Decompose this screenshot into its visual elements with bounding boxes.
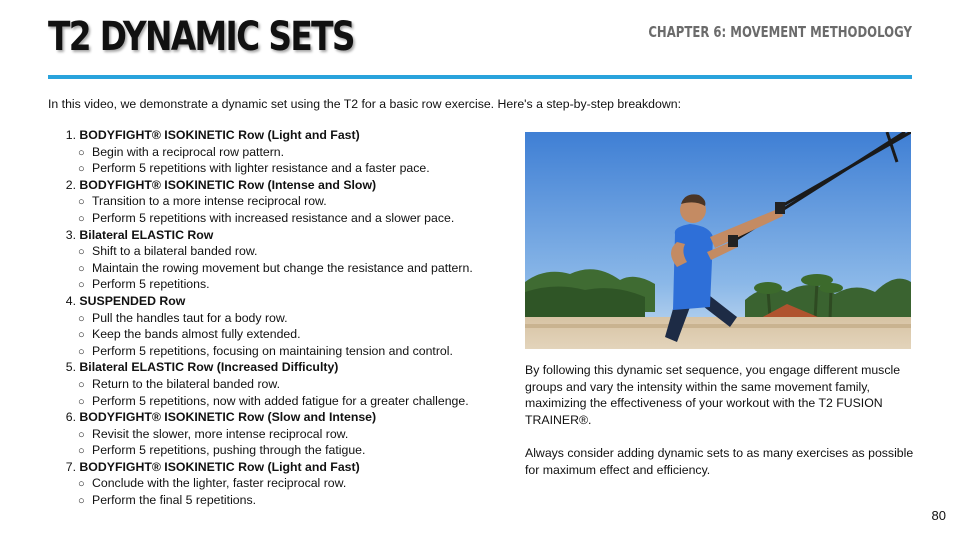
circle-bullet-icon: ○: [78, 146, 85, 159]
step-subitem: [48, 492, 518, 509]
step-subitem: [48, 475, 518, 492]
step-subitem-text: Perform 5 repetitions, focusing on maintaining tension and control.: [92, 343, 453, 358]
summary: [525, 362, 915, 478]
page-number: 80: [931, 508, 946, 523]
step-number: 3.: [65, 227, 76, 242]
step-title-text: BODYFIGHT® ISOKINETIC Row (Slow and Intense): [79, 410, 377, 425]
circle-bullet-icon: ○: [78, 445, 85, 458]
step-subitem-text: Perform 5 repetitions, now with added fatigue for a greater challenge.: [92, 393, 469, 408]
step-subitem: [48, 243, 518, 260]
page-title: T2 DYNAMIC SETS: [48, 14, 354, 60]
step-subitem: [48, 442, 518, 459]
circle-bullet-icon: ○: [78, 345, 85, 358]
step-item: [48, 409, 518, 459]
step-title-text: BODYFIGHT® ISOKINETIC Row (Intense and Slow): [79, 177, 377, 192]
step-subitem-text: Maintain the rowing movement but change the resistance and pattern.: [92, 260, 473, 275]
step-subitem: [48, 160, 518, 177]
step-subitem: [48, 210, 518, 227]
step-subitem: [48, 343, 518, 360]
circle-bullet-icon: ○: [78, 478, 85, 491]
step-title-text: Bilateral ELASTIC Row: [79, 227, 214, 242]
circle-bullet-icon: ○: [78, 262, 85, 275]
step-subitem-text: Perform 5 repetitions with lighter resistance and a faster pace.: [92, 161, 430, 176]
exercise-photo[interactable]: [525, 132, 911, 349]
step-subitem: [48, 393, 518, 410]
step-title: [48, 409, 518, 426]
step-title: [48, 227, 518, 244]
step-number: 5.: [65, 360, 76, 375]
circle-bullet-icon: ○: [78, 395, 85, 408]
step-title-text: BODYFIGHT® ISOKINETIC Row (Light and Fast): [79, 459, 360, 474]
step-number: 7.: [65, 459, 76, 474]
step-number: 4.: [65, 293, 76, 308]
step-title: [48, 293, 518, 310]
step-title: [48, 459, 518, 476]
step-number: 2.: [65, 177, 76, 192]
circle-bullet-icon: ○: [78, 163, 85, 176]
exercise-photo-illustration: [525, 132, 911, 349]
step-subitem: [48, 144, 518, 161]
step-subitem-text: Shift to a bilateral banded row.: [92, 244, 258, 259]
circle-bullet-icon: ○: [78, 212, 85, 225]
step-number: 1.: [65, 128, 76, 142]
step-subitem: [48, 276, 518, 293]
step-item: [48, 127, 518, 177]
step-subitem: [48, 426, 518, 443]
step-subitem-text: Return to the bilateral banded row.: [92, 376, 280, 391]
step-subitem-text: Revisit the slower, more intense reciprocal row.: [92, 426, 349, 441]
circle-bullet-icon: ○: [78, 279, 85, 292]
circle-bullet-icon: ○: [78, 495, 85, 508]
step-item: [48, 227, 518, 293]
step-subitem-text: Transition to a more intense reciprocal row.: [92, 194, 327, 209]
step-subitem-text: Conclude with the lighter, faster reciprocal row.: [92, 476, 347, 491]
step-title-text: BODYFIGHT® ISOKINETIC Row (Light and Fast): [79, 128, 360, 142]
step-subitem-text: Perform the final 5 repetitions.: [92, 493, 257, 508]
intro-text: In this video, we demonstrate a dynamic set using the T2 for a basic row exercise. Here's a step-by-step breakdown:: [48, 97, 681, 111]
step-subitem-text: Perform 5 repetitions, pushing through the fatigue.: [92, 443, 366, 458]
summary-paragraph-2: Always consider adding dynamic sets to as many exercises as possible for maximum effect and efficiency.: [525, 445, 914, 477]
step-item: [48, 177, 518, 227]
circle-bullet-icon: ○: [78, 312, 85, 325]
step-title-text: SUSPENDED Row: [79, 293, 186, 308]
steps-list: [48, 127, 518, 509]
step-subitem-text: Begin with a reciprocal row pattern.: [92, 144, 285, 159]
step-subitem-text: Perform 5 repetitions with increased resistance and a slower pace.: [92, 210, 455, 225]
step-item: [48, 359, 518, 409]
step-subitem-text: Pull the handles taut for a body row.: [92, 310, 288, 325]
step-title: [48, 359, 518, 376]
chapter-label: CHAPTER 6: MOVEMENT METHODOLOGY: [648, 23, 912, 41]
step-subitem-text: Perform 5 repetitions.: [92, 277, 210, 292]
step-title-text: Bilateral ELASTIC Row (Increased Difficulty): [79, 360, 339, 375]
step-subitem: [48, 310, 518, 327]
circle-bullet-icon: ○: [78, 378, 85, 391]
step-item: [48, 293, 518, 359]
step-subitem-text: Keep the bands almost fully extended.: [92, 327, 301, 342]
step-number: 6.: [65, 410, 76, 425]
circle-bullet-icon: ○: [78, 246, 85, 259]
circle-bullet-icon: ○: [78, 329, 85, 342]
circle-bullet-icon: ○: [78, 196, 85, 209]
header-divider: [48, 75, 912, 79]
summary-paragraph-1: By following this dynamic set sequence, you engage different muscle groups and vary the intensity within the same movement family, maximizing the effectiveness of your workout with the T2 FUSION TRAINER®.: [525, 363, 901, 427]
step-subitem: [48, 193, 518, 210]
step-subitem: [48, 260, 518, 277]
step-title: [48, 127, 518, 144]
step-title: [48, 177, 518, 194]
step-item: [48, 459, 518, 509]
step-subitem: [48, 326, 518, 343]
circle-bullet-icon: ○: [78, 428, 85, 441]
step-subitem: [48, 376, 518, 393]
